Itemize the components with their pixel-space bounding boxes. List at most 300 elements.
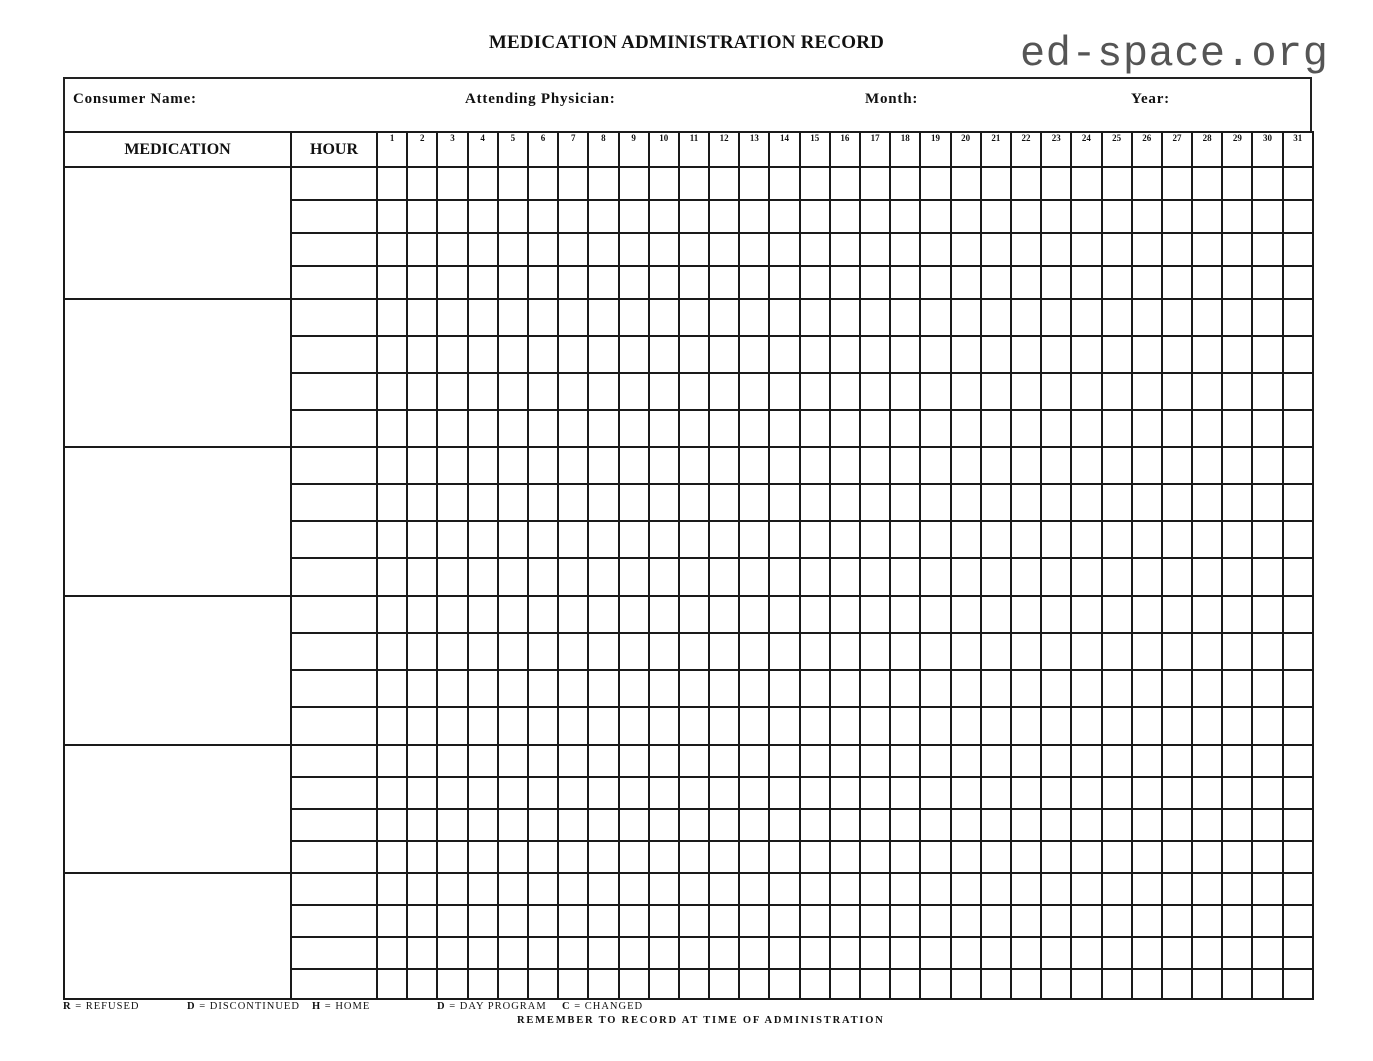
day-entry-cell[interactable] bbox=[649, 484, 679, 521]
day-entry-cell[interactable] bbox=[860, 841, 890, 873]
day-entry-cell[interactable] bbox=[1071, 937, 1101, 969]
day-entry-cell[interactable] bbox=[739, 200, 769, 233]
medication-cell[interactable] bbox=[64, 167, 291, 299]
day-entry-cell[interactable] bbox=[739, 937, 769, 969]
day-entry-cell[interactable] bbox=[1071, 777, 1101, 809]
day-entry-cell[interactable] bbox=[1132, 633, 1162, 670]
day-entry-cell[interactable] bbox=[1071, 969, 1101, 999]
day-entry-cell[interactable] bbox=[437, 484, 467, 521]
day-entry-cell[interactable] bbox=[1011, 633, 1041, 670]
day-entry-cell[interactable] bbox=[1252, 937, 1282, 969]
day-entry-cell[interactable] bbox=[1071, 200, 1101, 233]
day-entry-cell[interactable] bbox=[649, 521, 679, 558]
day-entry-cell[interactable] bbox=[1102, 200, 1132, 233]
day-entry-cell[interactable] bbox=[649, 841, 679, 873]
day-entry-cell[interactable] bbox=[558, 521, 588, 558]
hour-cell[interactable] bbox=[291, 410, 377, 447]
day-entry-cell[interactable] bbox=[709, 447, 739, 484]
hour-cell[interactable] bbox=[291, 200, 377, 233]
day-entry-cell[interactable] bbox=[769, 266, 799, 299]
day-entry-cell[interactable] bbox=[528, 809, 558, 841]
day-entry-cell[interactable] bbox=[468, 233, 498, 266]
day-entry-cell[interactable] bbox=[709, 410, 739, 447]
day-entry-cell[interactable] bbox=[437, 200, 467, 233]
day-entry-cell[interactable] bbox=[830, 937, 860, 969]
day-entry-cell[interactable] bbox=[1222, 809, 1252, 841]
day-entry-cell[interactable] bbox=[558, 233, 588, 266]
day-entry-cell[interactable] bbox=[1252, 167, 1282, 200]
day-entry-cell[interactable] bbox=[800, 558, 830, 596]
day-entry-cell[interactable] bbox=[1192, 670, 1222, 707]
day-entry-cell[interactable] bbox=[739, 373, 769, 410]
day-entry-cell[interactable] bbox=[1192, 167, 1222, 200]
day-entry-cell[interactable] bbox=[558, 447, 588, 484]
day-entry-cell[interactable] bbox=[1252, 873, 1282, 905]
hour-cell[interactable] bbox=[291, 670, 377, 707]
day-entry-cell[interactable] bbox=[679, 558, 709, 596]
day-entry-cell[interactable] bbox=[619, 484, 649, 521]
day-entry-cell[interactable] bbox=[739, 596, 769, 633]
day-entry-cell[interactable] bbox=[498, 336, 528, 373]
day-entry-cell[interactable] bbox=[920, 447, 950, 484]
day-entry-cell[interactable] bbox=[528, 373, 558, 410]
day-entry-cell[interactable] bbox=[1222, 336, 1252, 373]
day-entry-cell[interactable] bbox=[951, 373, 981, 410]
hour-cell[interactable] bbox=[291, 596, 377, 633]
day-entry-cell[interactable] bbox=[528, 777, 558, 809]
day-entry-cell[interactable] bbox=[1192, 410, 1222, 447]
day-entry-cell[interactable] bbox=[890, 633, 920, 670]
day-entry-cell[interactable] bbox=[649, 937, 679, 969]
day-entry-cell[interactable] bbox=[1071, 558, 1101, 596]
day-entry-cell[interactable] bbox=[468, 841, 498, 873]
day-entry-cell[interactable] bbox=[1071, 521, 1101, 558]
day-entry-cell[interactable] bbox=[1222, 233, 1252, 266]
day-entry-cell[interactable] bbox=[860, 410, 890, 447]
day-entry-cell[interactable] bbox=[1041, 200, 1071, 233]
day-entry-cell[interactable] bbox=[1192, 745, 1222, 777]
day-entry-cell[interactable] bbox=[407, 266, 437, 299]
day-entry-cell[interactable] bbox=[1011, 299, 1041, 336]
medication-cell[interactable] bbox=[64, 596, 291, 745]
day-entry-cell[interactable] bbox=[588, 707, 618, 745]
day-entry-cell[interactable] bbox=[739, 299, 769, 336]
day-entry-cell[interactable] bbox=[739, 707, 769, 745]
day-entry-cell[interactable] bbox=[468, 969, 498, 999]
day-entry-cell[interactable] bbox=[558, 745, 588, 777]
day-entry-cell[interactable] bbox=[558, 596, 588, 633]
day-entry-cell[interactable] bbox=[1162, 707, 1192, 745]
day-entry-cell[interactable] bbox=[468, 633, 498, 670]
day-entry-cell[interactable] bbox=[498, 841, 528, 873]
day-entry-cell[interactable] bbox=[1283, 873, 1313, 905]
day-entry-cell[interactable] bbox=[437, 373, 467, 410]
day-entry-cell[interactable] bbox=[951, 233, 981, 266]
day-entry-cell[interactable] bbox=[1162, 777, 1192, 809]
day-entry-cell[interactable] bbox=[1252, 905, 1282, 937]
day-entry-cell[interactable] bbox=[830, 777, 860, 809]
day-entry-cell[interactable] bbox=[1162, 809, 1192, 841]
hour-cell[interactable] bbox=[291, 633, 377, 670]
day-entry-cell[interactable] bbox=[407, 809, 437, 841]
day-entry-cell[interactable] bbox=[619, 809, 649, 841]
day-entry-cell[interactable] bbox=[528, 969, 558, 999]
day-entry-cell[interactable] bbox=[1102, 777, 1132, 809]
day-entry-cell[interactable] bbox=[860, 447, 890, 484]
day-entry-cell[interactable] bbox=[1283, 266, 1313, 299]
day-entry-cell[interactable] bbox=[800, 969, 830, 999]
day-entry-cell[interactable] bbox=[377, 745, 407, 777]
day-entry-cell[interactable] bbox=[619, 233, 649, 266]
day-entry-cell[interactable] bbox=[1252, 841, 1282, 873]
day-entry-cell[interactable] bbox=[1252, 596, 1282, 633]
day-entry-cell[interactable] bbox=[407, 299, 437, 336]
day-entry-cell[interactable] bbox=[709, 266, 739, 299]
day-entry-cell[interactable] bbox=[377, 670, 407, 707]
day-entry-cell[interactable] bbox=[679, 373, 709, 410]
day-entry-cell[interactable] bbox=[1041, 447, 1071, 484]
day-entry-cell[interactable] bbox=[468, 266, 498, 299]
day-entry-cell[interactable] bbox=[890, 937, 920, 969]
day-entry-cell[interactable] bbox=[1192, 969, 1222, 999]
day-entry-cell[interactable] bbox=[709, 841, 739, 873]
day-entry-cell[interactable] bbox=[981, 937, 1011, 969]
day-entry-cell[interactable] bbox=[558, 266, 588, 299]
day-entry-cell[interactable] bbox=[1041, 558, 1071, 596]
day-entry-cell[interactable] bbox=[951, 969, 981, 999]
day-entry-cell[interactable] bbox=[1071, 233, 1101, 266]
day-entry-cell[interactable] bbox=[1102, 905, 1132, 937]
day-entry-cell[interactable] bbox=[769, 167, 799, 200]
day-entry-cell[interactable] bbox=[830, 299, 860, 336]
hour-cell[interactable] bbox=[291, 299, 377, 336]
day-entry-cell[interactable] bbox=[558, 558, 588, 596]
day-entry-cell[interactable] bbox=[1102, 373, 1132, 410]
day-entry-cell[interactable] bbox=[1071, 670, 1101, 707]
day-entry-cell[interactable] bbox=[739, 633, 769, 670]
day-entry-cell[interactable] bbox=[649, 299, 679, 336]
day-entry-cell[interactable] bbox=[528, 841, 558, 873]
day-entry-cell[interactable] bbox=[437, 447, 467, 484]
day-entry-cell[interactable] bbox=[709, 484, 739, 521]
day-entry-cell[interactable] bbox=[920, 633, 950, 670]
day-entry-cell[interactable] bbox=[860, 969, 890, 999]
day-entry-cell[interactable] bbox=[679, 841, 709, 873]
day-entry-cell[interactable] bbox=[1102, 484, 1132, 521]
day-entry-cell[interactable] bbox=[1011, 809, 1041, 841]
day-entry-cell[interactable] bbox=[437, 873, 467, 905]
day-entry-cell[interactable] bbox=[1252, 484, 1282, 521]
day-entry-cell[interactable] bbox=[558, 200, 588, 233]
day-entry-cell[interactable] bbox=[377, 809, 407, 841]
day-entry-cell[interactable] bbox=[890, 905, 920, 937]
day-entry-cell[interactable] bbox=[558, 336, 588, 373]
day-entry-cell[interactable] bbox=[619, 633, 649, 670]
day-entry-cell[interactable] bbox=[407, 336, 437, 373]
day-entry-cell[interactable] bbox=[769, 670, 799, 707]
day-entry-cell[interactable] bbox=[407, 373, 437, 410]
day-entry-cell[interactable] bbox=[649, 670, 679, 707]
day-entry-cell[interactable] bbox=[1252, 373, 1282, 410]
day-entry-cell[interactable] bbox=[769, 410, 799, 447]
day-entry-cell[interactable] bbox=[890, 167, 920, 200]
day-entry-cell[interactable] bbox=[800, 336, 830, 373]
day-entry-cell[interactable] bbox=[860, 200, 890, 233]
day-entry-cell[interactable] bbox=[860, 266, 890, 299]
day-entry-cell[interactable] bbox=[558, 167, 588, 200]
day-entry-cell[interactable] bbox=[1041, 336, 1071, 373]
day-entry-cell[interactable] bbox=[920, 336, 950, 373]
day-entry-cell[interactable] bbox=[1162, 447, 1192, 484]
day-entry-cell[interactable] bbox=[830, 167, 860, 200]
day-entry-cell[interactable] bbox=[800, 633, 830, 670]
day-entry-cell[interactable] bbox=[709, 167, 739, 200]
day-entry-cell[interactable] bbox=[407, 167, 437, 200]
day-entry-cell[interactable] bbox=[920, 167, 950, 200]
day-entry-cell[interactable] bbox=[830, 707, 860, 745]
day-entry-cell[interactable] bbox=[558, 707, 588, 745]
day-entry-cell[interactable] bbox=[377, 410, 407, 447]
day-entry-cell[interactable] bbox=[920, 484, 950, 521]
day-entry-cell[interactable] bbox=[1162, 969, 1192, 999]
day-entry-cell[interactable] bbox=[468, 905, 498, 937]
day-entry-cell[interactable] bbox=[920, 707, 950, 745]
day-entry-cell[interactable] bbox=[890, 841, 920, 873]
day-entry-cell[interactable] bbox=[709, 558, 739, 596]
day-entry-cell[interactable] bbox=[1102, 937, 1132, 969]
day-entry-cell[interactable] bbox=[1132, 336, 1162, 373]
day-entry-cell[interactable] bbox=[800, 745, 830, 777]
day-entry-cell[interactable] bbox=[709, 707, 739, 745]
hour-cell[interactable] bbox=[291, 521, 377, 558]
day-entry-cell[interactable] bbox=[649, 233, 679, 266]
day-entry-cell[interactable] bbox=[528, 905, 558, 937]
day-entry-cell[interactable] bbox=[1162, 410, 1192, 447]
day-entry-cell[interactable] bbox=[890, 558, 920, 596]
day-entry-cell[interactable] bbox=[1011, 969, 1041, 999]
day-entry-cell[interactable] bbox=[1041, 873, 1071, 905]
day-entry-cell[interactable] bbox=[1192, 937, 1222, 969]
day-entry-cell[interactable] bbox=[528, 167, 558, 200]
day-entry-cell[interactable] bbox=[679, 670, 709, 707]
day-entry-cell[interactable] bbox=[1132, 670, 1162, 707]
day-entry-cell[interactable] bbox=[558, 299, 588, 336]
day-entry-cell[interactable] bbox=[1252, 707, 1282, 745]
day-entry-cell[interactable] bbox=[769, 937, 799, 969]
day-entry-cell[interactable] bbox=[1132, 373, 1162, 410]
day-entry-cell[interactable] bbox=[830, 200, 860, 233]
day-entry-cell[interactable] bbox=[1132, 558, 1162, 596]
day-entry-cell[interactable] bbox=[830, 745, 860, 777]
day-entry-cell[interactable] bbox=[1192, 484, 1222, 521]
day-entry-cell[interactable] bbox=[679, 707, 709, 745]
day-entry-cell[interactable] bbox=[649, 745, 679, 777]
day-entry-cell[interactable] bbox=[528, 233, 558, 266]
day-entry-cell[interactable] bbox=[649, 447, 679, 484]
day-entry-cell[interactable] bbox=[800, 905, 830, 937]
day-entry-cell[interactable] bbox=[1252, 266, 1282, 299]
day-entry-cell[interactable] bbox=[981, 873, 1011, 905]
hour-cell[interactable] bbox=[291, 233, 377, 266]
day-entry-cell[interactable] bbox=[709, 233, 739, 266]
day-entry-cell[interactable] bbox=[1102, 299, 1132, 336]
day-entry-cell[interactable] bbox=[407, 447, 437, 484]
day-entry-cell[interactable] bbox=[1041, 707, 1071, 745]
day-entry-cell[interactable] bbox=[1011, 373, 1041, 410]
day-entry-cell[interactable] bbox=[981, 336, 1011, 373]
day-entry-cell[interactable] bbox=[860, 633, 890, 670]
day-entry-cell[interactable] bbox=[769, 777, 799, 809]
hour-cell[interactable] bbox=[291, 745, 377, 777]
day-entry-cell[interactable] bbox=[407, 777, 437, 809]
day-entry-cell[interactable] bbox=[649, 905, 679, 937]
day-entry-cell[interactable] bbox=[437, 521, 467, 558]
day-entry-cell[interactable] bbox=[649, 809, 679, 841]
day-entry-cell[interactable] bbox=[588, 299, 618, 336]
day-entry-cell[interactable] bbox=[498, 596, 528, 633]
day-entry-cell[interactable] bbox=[619, 336, 649, 373]
day-entry-cell[interactable] bbox=[1132, 937, 1162, 969]
day-entry-cell[interactable] bbox=[1283, 484, 1313, 521]
day-entry-cell[interactable] bbox=[1192, 777, 1222, 809]
day-entry-cell[interactable] bbox=[558, 777, 588, 809]
day-entry-cell[interactable] bbox=[769, 596, 799, 633]
day-entry-cell[interactable] bbox=[1102, 410, 1132, 447]
day-entry-cell[interactable] bbox=[1252, 777, 1282, 809]
day-entry-cell[interactable] bbox=[528, 873, 558, 905]
day-entry-cell[interactable] bbox=[709, 969, 739, 999]
day-entry-cell[interactable] bbox=[830, 670, 860, 707]
day-entry-cell[interactable] bbox=[679, 447, 709, 484]
day-entry-cell[interactable] bbox=[1192, 841, 1222, 873]
day-entry-cell[interactable] bbox=[588, 233, 618, 266]
day-entry-cell[interactable] bbox=[800, 841, 830, 873]
day-entry-cell[interactable] bbox=[407, 633, 437, 670]
day-entry-cell[interactable] bbox=[1283, 447, 1313, 484]
day-entry-cell[interactable] bbox=[860, 233, 890, 266]
day-entry-cell[interactable] bbox=[800, 410, 830, 447]
day-entry-cell[interactable] bbox=[830, 447, 860, 484]
day-entry-cell[interactable] bbox=[981, 233, 1011, 266]
day-entry-cell[interactable] bbox=[679, 633, 709, 670]
day-entry-cell[interactable] bbox=[1132, 200, 1162, 233]
day-entry-cell[interactable] bbox=[739, 558, 769, 596]
day-entry-cell[interactable] bbox=[1011, 266, 1041, 299]
day-entry-cell[interactable] bbox=[1283, 707, 1313, 745]
day-entry-cell[interactable] bbox=[1132, 484, 1162, 521]
hour-cell[interactable] bbox=[291, 167, 377, 200]
day-entry-cell[interactable] bbox=[588, 200, 618, 233]
day-entry-cell[interactable] bbox=[377, 558, 407, 596]
day-entry-cell[interactable] bbox=[619, 299, 649, 336]
day-entry-cell[interactable] bbox=[649, 266, 679, 299]
day-entry-cell[interactable] bbox=[588, 447, 618, 484]
day-entry-cell[interactable] bbox=[407, 484, 437, 521]
day-entry-cell[interactable] bbox=[498, 410, 528, 447]
day-entry-cell[interactable] bbox=[649, 707, 679, 745]
day-entry-cell[interactable] bbox=[1162, 873, 1192, 905]
day-entry-cell[interactable] bbox=[830, 809, 860, 841]
day-entry-cell[interactable] bbox=[951, 336, 981, 373]
day-entry-cell[interactable] bbox=[1132, 521, 1162, 558]
day-entry-cell[interactable] bbox=[769, 233, 799, 266]
day-entry-cell[interactable] bbox=[498, 670, 528, 707]
day-entry-cell[interactable] bbox=[1283, 777, 1313, 809]
day-entry-cell[interactable] bbox=[528, 707, 558, 745]
day-entry-cell[interactable] bbox=[709, 521, 739, 558]
day-entry-cell[interactable] bbox=[1102, 841, 1132, 873]
day-entry-cell[interactable] bbox=[1132, 447, 1162, 484]
day-entry-cell[interactable] bbox=[1283, 558, 1313, 596]
day-entry-cell[interactable] bbox=[1283, 336, 1313, 373]
day-entry-cell[interactable] bbox=[1222, 521, 1252, 558]
day-entry-cell[interactable] bbox=[1162, 521, 1192, 558]
day-entry-cell[interactable] bbox=[709, 200, 739, 233]
day-entry-cell[interactable] bbox=[498, 633, 528, 670]
day-entry-cell[interactable] bbox=[1011, 200, 1041, 233]
day-entry-cell[interactable] bbox=[890, 373, 920, 410]
day-entry-cell[interactable] bbox=[588, 521, 618, 558]
day-entry-cell[interactable] bbox=[1283, 809, 1313, 841]
day-entry-cell[interactable] bbox=[1222, 596, 1252, 633]
day-entry-cell[interactable] bbox=[981, 521, 1011, 558]
day-entry-cell[interactable] bbox=[1283, 633, 1313, 670]
day-entry-cell[interactable] bbox=[981, 410, 1011, 447]
day-entry-cell[interactable] bbox=[830, 841, 860, 873]
day-entry-cell[interactable] bbox=[981, 670, 1011, 707]
day-entry-cell[interactable] bbox=[468, 670, 498, 707]
day-entry-cell[interactable] bbox=[1192, 596, 1222, 633]
day-entry-cell[interactable] bbox=[1102, 670, 1132, 707]
day-entry-cell[interactable] bbox=[951, 707, 981, 745]
day-entry-cell[interactable] bbox=[981, 373, 1011, 410]
day-entry-cell[interactable] bbox=[1283, 373, 1313, 410]
day-entry-cell[interactable] bbox=[649, 200, 679, 233]
day-entry-cell[interactable] bbox=[769, 558, 799, 596]
day-entry-cell[interactable] bbox=[1041, 670, 1071, 707]
day-entry-cell[interactable] bbox=[1192, 447, 1222, 484]
day-entry-cell[interactable] bbox=[377, 596, 407, 633]
day-entry-cell[interactable] bbox=[679, 777, 709, 809]
day-entry-cell[interactable] bbox=[739, 336, 769, 373]
day-entry-cell[interactable] bbox=[649, 167, 679, 200]
day-entry-cell[interactable] bbox=[1192, 266, 1222, 299]
day-entry-cell[interactable] bbox=[709, 873, 739, 905]
day-entry-cell[interactable] bbox=[1011, 745, 1041, 777]
day-entry-cell[interactable] bbox=[498, 707, 528, 745]
day-entry-cell[interactable] bbox=[1071, 707, 1101, 745]
day-entry-cell[interactable] bbox=[468, 410, 498, 447]
day-entry-cell[interactable] bbox=[558, 670, 588, 707]
day-entry-cell[interactable] bbox=[1162, 670, 1192, 707]
day-entry-cell[interactable] bbox=[1162, 336, 1192, 373]
day-entry-cell[interactable] bbox=[588, 558, 618, 596]
day-entry-cell[interactable] bbox=[528, 521, 558, 558]
day-entry-cell[interactable] bbox=[377, 521, 407, 558]
day-entry-cell[interactable] bbox=[1192, 905, 1222, 937]
day-entry-cell[interactable] bbox=[860, 373, 890, 410]
day-entry-cell[interactable] bbox=[1162, 233, 1192, 266]
day-entry-cell[interactable] bbox=[709, 373, 739, 410]
day-entry-cell[interactable] bbox=[739, 233, 769, 266]
day-entry-cell[interactable] bbox=[588, 484, 618, 521]
day-entry-cell[interactable] bbox=[468, 558, 498, 596]
day-entry-cell[interactable] bbox=[437, 633, 467, 670]
day-entry-cell[interactable] bbox=[437, 905, 467, 937]
day-entry-cell[interactable] bbox=[951, 266, 981, 299]
day-entry-cell[interactable] bbox=[860, 937, 890, 969]
day-entry-cell[interactable] bbox=[1041, 596, 1071, 633]
